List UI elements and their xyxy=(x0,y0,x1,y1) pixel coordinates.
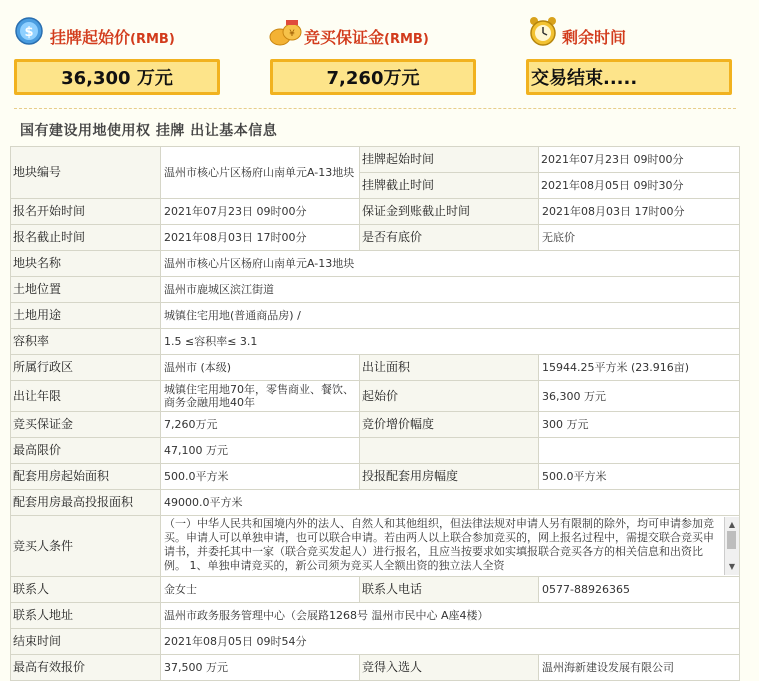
area-label: 出让面积 xyxy=(360,355,539,381)
end-time-label: 结束时间 xyxy=(11,629,161,655)
parcel-name-value: 温州市核心片区杨府山南单元A-13地块 xyxy=(161,251,740,277)
listing-time-labels xyxy=(360,147,539,199)
contact-label: 联系人 xyxy=(11,577,161,603)
reserve-price-value: 无底价 xyxy=(539,225,740,251)
parcel-name-label: 地块名称 xyxy=(11,251,161,277)
increment-label: 竞价增价幅度 xyxy=(360,412,539,438)
table-row xyxy=(11,603,740,629)
parcel-no-value: 温州市核心片区杨府山南单元A-13地块 xyxy=(161,147,360,199)
table-row xyxy=(11,277,740,303)
scroll-down-icon[interactable]: ▼ xyxy=(728,562,736,571)
end-time-value: 2021年08月05日 09时54分 xyxy=(161,629,740,655)
header-divider xyxy=(14,108,736,109)
housing-increment-value: 500.0平方米 xyxy=(539,464,740,490)
location-value: 温州市鹿城区滨江街道 xyxy=(161,277,740,303)
far-value: 1.5 ≤容积率≤ 3.1 xyxy=(161,329,740,355)
table-row xyxy=(11,147,740,199)
table-row xyxy=(11,412,740,438)
table-row xyxy=(11,329,740,355)
area-value: 15944.25平方米 (23.916亩) xyxy=(539,355,740,381)
housing-max-label: 配套用房最高投报面积 xyxy=(11,490,161,516)
scroll-thumb[interactable] xyxy=(727,531,736,549)
price-tag-icon xyxy=(14,16,44,50)
deposit-deadline-value: 2021年08月03日 17时00分 xyxy=(539,199,740,225)
table-row xyxy=(11,516,740,577)
conditions-cell xyxy=(161,516,740,577)
table-row xyxy=(11,629,740,655)
conditions-label: 竞买人条件 xyxy=(11,516,161,577)
listing-end-label: 挂牌截止时间 xyxy=(362,178,435,192)
conditions-textarea[interactable] xyxy=(164,517,739,575)
housing-start-value: 500.0平方米 xyxy=(161,464,360,490)
info-table xyxy=(10,146,740,681)
table-row xyxy=(11,199,740,225)
time-left-value: 交易结束..... xyxy=(526,59,732,95)
parcel-no-label: 地块编号 xyxy=(11,147,161,199)
table-row xyxy=(11,655,740,681)
empty-cell xyxy=(360,438,539,464)
reserve-price-label: 是否有底价 xyxy=(360,225,539,251)
winner-label: 竞得入选人 xyxy=(360,655,539,681)
table-row xyxy=(11,490,740,516)
phone-value: 0577-88926365 xyxy=(539,577,740,603)
housing-start-label: 配套用房起始面积 xyxy=(11,464,161,490)
reg-end-label: 报名截止时间 xyxy=(11,225,161,251)
term-value: 城镇住宅用地70年，零售商业、餐饮、商务金融用地40年 xyxy=(161,381,360,412)
district-label: 所属行政区 xyxy=(11,355,161,381)
svg-text:$: $ xyxy=(24,25,34,40)
price-cap-label: 最高限价 xyxy=(11,438,161,464)
price-cap-value: 47,100 万元 xyxy=(161,438,360,464)
address-value: 温州市政务服务管理中心（会展路1268号 温州市民中心 A座4楼） xyxy=(161,603,740,629)
deposit-title: 竞买保证金(RMB) xyxy=(304,28,429,47)
housing-increment-label: 投报配套用房幅度 xyxy=(360,464,539,490)
listing-end-value: 2021年08月05日 09时30分 xyxy=(541,179,684,192)
money-bag-icon xyxy=(268,17,302,51)
deposit-deadline-label: 保证金到账截止时间 xyxy=(360,199,539,225)
bid-deposit-value: 7,260万元 xyxy=(161,412,360,438)
table-row xyxy=(11,577,740,603)
increment-value: 300 万元 xyxy=(539,412,740,438)
table-row xyxy=(11,355,740,381)
district-value: 温州市 (本级) xyxy=(161,355,360,381)
table-row xyxy=(11,381,740,412)
reg-end-value: 2021年08月03日 17时00分 xyxy=(161,225,360,251)
phone-label: 联系人电话 xyxy=(360,577,539,603)
conditions-text: （一）中华人民共和国境内外的法人、自然人和其他组织，但法律法规对申请人另有限制的除外，均可申请参加竞买。申请人可以单独申请，也可以联合申请。若由两人以上联合参加竞买的，网上报名过程中，需提交联合竞买申请书，并委托其中一家（联合竞买发起人）进行报名，且应当按要求如实填报联合竞买各方的相关信息和出资比例。 1、单独申请竞买的，新公司须为竞买人全额出资的独立法人全资 xyxy=(164,517,714,572)
alarm-clock-icon xyxy=(528,15,558,51)
highest-bid-label: 最高有效报价 xyxy=(11,655,161,681)
highest-bid-value: 37,500 万元 xyxy=(161,655,360,681)
land-use-label: 土地用途 xyxy=(11,303,161,329)
land-use-value: 城镇住宅用地(普通商品房) / xyxy=(161,303,740,329)
table-row xyxy=(11,251,740,277)
listing-start-label: 挂牌起始时间 xyxy=(360,147,538,173)
term-label: 出让年限 xyxy=(11,381,161,412)
empty-cell xyxy=(539,438,740,464)
table-row xyxy=(11,464,740,490)
start-price-value: 36,300 万元 xyxy=(14,59,220,95)
listing-start-value: 2021年07月23日 09时00分 xyxy=(539,147,739,173)
scroll-up-icon[interactable]: ▲ xyxy=(728,520,736,529)
bid-deposit-label: 竞买保证金 xyxy=(11,412,161,438)
start-price-label: 起始价 xyxy=(360,381,539,412)
location-label: 土地位置 xyxy=(11,277,161,303)
svg-text:¥: ¥ xyxy=(289,29,295,39)
section-title: 国有建设用地使用权 挂牌 出让基本信息 xyxy=(20,123,278,139)
address-label: 联系人地址 xyxy=(11,603,161,629)
reg-start-label: 报名开始时间 xyxy=(11,199,161,225)
far-label: 容积率 xyxy=(11,329,161,355)
listing-time-values xyxy=(539,147,740,199)
table-row xyxy=(11,225,740,251)
reg-start-value: 2021年07月23日 09时00分 xyxy=(161,199,360,225)
conditions-scrollbar[interactable] xyxy=(724,517,739,575)
start-price-title: 挂牌起始价(RMB) xyxy=(50,28,175,47)
housing-max-value: 49000.0平方米 xyxy=(161,490,740,516)
winner-value: 温州海新建设发展有限公司 xyxy=(539,655,740,681)
start-price-row-value: 36,300 万元 xyxy=(539,381,740,412)
deposit-value: 7,260万元 xyxy=(270,59,476,95)
contact-value: 金女士 xyxy=(161,577,360,603)
table-row xyxy=(11,303,740,329)
table-row xyxy=(11,438,740,464)
time-left-title: 剩余时间 xyxy=(562,28,627,47)
